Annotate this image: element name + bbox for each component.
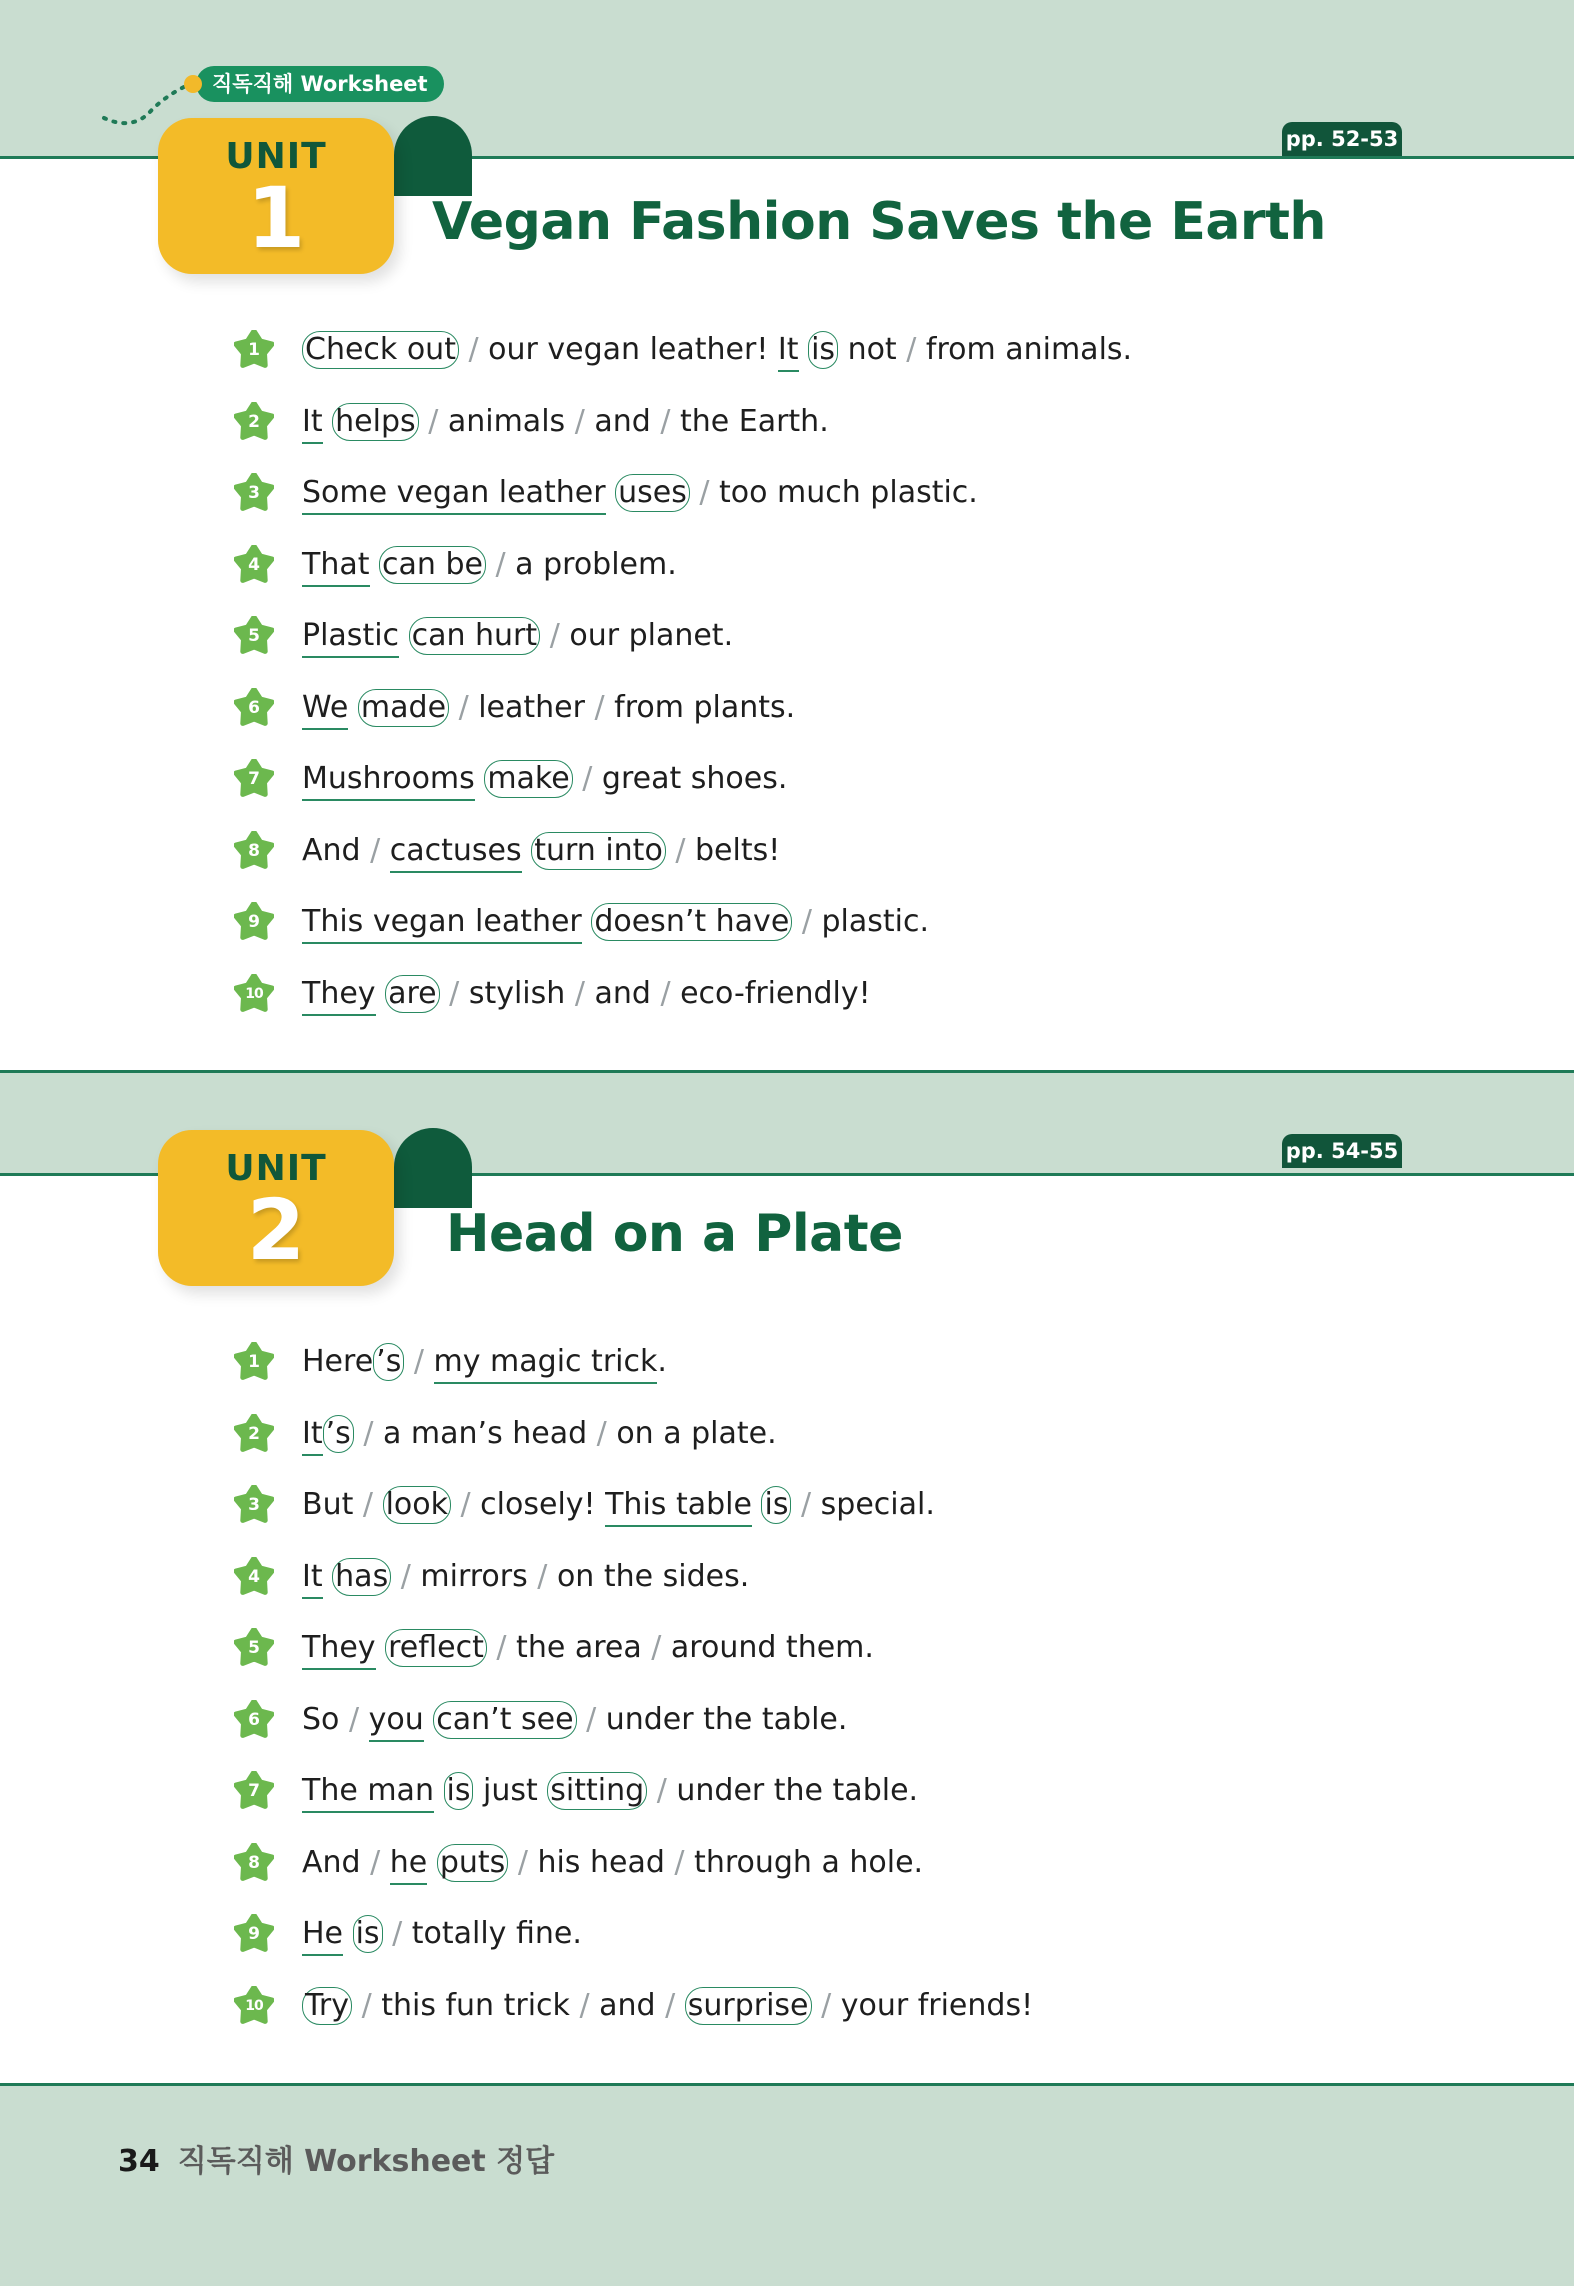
worksheet-tag-dot-icon [184, 75, 202, 93]
sentence-fragment [752, 1487, 762, 1522]
number-star-icon [234, 1414, 274, 1454]
verb-circle: surprise [685, 1987, 812, 2025]
sentence-fragment [370, 547, 380, 582]
sentence-fragment: stylish [459, 975, 575, 1011]
sentence-item [234, 898, 1434, 954]
subject-underline: It [302, 1557, 323, 1599]
sentence-text [302, 1982, 1033, 2030]
number-star-icon [234, 831, 274, 871]
sentence-fragment: your friends! [831, 1987, 1034, 2023]
sentence-text [302, 1696, 847, 1744]
chunk-slash: / [460, 1487, 471, 1522]
verb-circle: made [358, 689, 449, 727]
sentence-fragment [577, 1702, 587, 1737]
chunk-slash: / [801, 1487, 812, 1522]
chunk-slash: / [656, 1773, 667, 1808]
verb-circle: sitting [547, 1772, 647, 1810]
sentence-item [234, 398, 1434, 454]
sentence-fragment: on a plate. [606, 1415, 777, 1451]
sentence-fragment: on the sides. [547, 1558, 750, 1594]
verb-circle: reflect [385, 1629, 487, 1667]
subject-underline: cactuses [390, 831, 522, 873]
sentence-fragment: and [584, 975, 661, 1011]
sentence-fragment [391, 1559, 401, 1594]
number-star-icon [234, 1485, 274, 1525]
sentence-fragment [373, 1487, 383, 1522]
sentence-number: 9 [248, 1924, 260, 1944]
chunk-slash: / [392, 1916, 403, 1951]
sentence-fragment: and [589, 1987, 666, 2023]
sentence-number: 8 [248, 1852, 260, 1873]
sentence-text [302, 827, 780, 875]
chunk-slash: / [495, 546, 506, 582]
number-star-icon [234, 1843, 274, 1883]
sentence-number: 2 [248, 411, 260, 432]
sentence-text [302, 1481, 935, 1529]
sentence-fragment [791, 1487, 801, 1522]
sentence-item [234, 326, 1434, 382]
sentence-fragment: totally fine. [402, 1916, 582, 1951]
sentence-number: 10 [245, 1997, 263, 2014]
subject-underline: It [302, 1414, 323, 1456]
sentence-fragment: Here [302, 1344, 374, 1379]
unit-tab-decoration [394, 1128, 472, 1208]
verb-circle: Check out [302, 331, 459, 369]
sentence-fragment [427, 1845, 437, 1880]
sentence-fragment [675, 1988, 685, 2023]
verb-circle: turn into [531, 832, 666, 870]
sentence-text [302, 1839, 923, 1887]
sentence-number: 5 [248, 1638, 260, 1658]
sentence-fragment: leather [468, 689, 595, 725]
sentence-item [234, 1696, 1434, 1752]
sentence-fragment [323, 404, 333, 439]
number-star-icon [234, 902, 274, 942]
verb-circle: helps [332, 403, 418, 441]
sentence-fragment [812, 1988, 822, 2023]
sentence-fragment [508, 1845, 518, 1880]
sentence-item [234, 1982, 1434, 2038]
sentence-number: 6 [248, 1709, 260, 1730]
chunk-slash: / [665, 1987, 676, 2023]
unit-tab-decoration [394, 116, 472, 196]
number-star-icon [234, 545, 274, 585]
sentence-fragment: mirrors [410, 1558, 538, 1594]
verb-circle: uses [615, 474, 690, 512]
sentence-fragment [323, 1559, 333, 1594]
verb-circle: is [808, 331, 838, 369]
sentence-item [234, 612, 1434, 668]
sentence-fragment [459, 332, 469, 367]
chunk-slash: / [574, 975, 585, 1011]
page-reference-badge: pp. 52-53 [1282, 122, 1402, 156]
worksheet-tag: 직독직해 Worksheet [196, 66, 444, 102]
sentence-number: 2 [248, 1423, 260, 1444]
chunk-slash: / [348, 1701, 360, 1737]
sentence-fragment [792, 904, 802, 939]
number-star-icon [234, 974, 274, 1014]
sentence-fragment [666, 833, 676, 868]
sentence-number: 7 [248, 769, 260, 789]
verb-circle: doesn’t have [591, 903, 792, 941]
sentence-item [234, 1481, 1434, 1537]
sentence-fragment [582, 904, 592, 939]
sentence-item [234, 1839, 1434, 1895]
unit-number: 2 [246, 1181, 306, 1279]
chunk-slash: / [674, 1844, 685, 1880]
unit-label: UNIT [225, 136, 327, 177]
sentence-fragment [348, 690, 358, 725]
unit-badge [158, 118, 394, 274]
verb-circle: can be [379, 546, 486, 584]
chunk-slash: / [549, 618, 560, 653]
sentence-fragment: our planet. [559, 618, 734, 653]
chunk-slash: / [906, 332, 917, 367]
sentence-number: 4 [248, 1566, 260, 1587]
sentence-item [234, 970, 1434, 1026]
sentence-text [302, 541, 677, 589]
sentence-text [302, 1410, 777, 1458]
sentence-fragment [376, 976, 386, 1011]
sentence-text [302, 1767, 918, 1815]
sentence-fragment: plastic. [811, 904, 929, 939]
chunk-slash: / [537, 1558, 548, 1594]
sentence-text [302, 898, 929, 946]
sentence-item [234, 1624, 1434, 1680]
sentence-fragment [359, 1702, 369, 1737]
verb-circle: can’t see [433, 1701, 576, 1739]
subject-underline: It [302, 402, 323, 444]
sentence-fragment: under the table. [596, 1701, 848, 1737]
sentence-fragment: the Earth. [670, 403, 829, 439]
verb-circle: has [332, 1558, 391, 1596]
sentence-fragment [475, 761, 485, 796]
subject-underline: This vegan leather [302, 902, 582, 944]
subject-underline: He [302, 1914, 343, 1956]
subject-underline: he [390, 1843, 427, 1885]
sentence-number: 4 [248, 554, 260, 575]
sentence-fragment: this fun trick [371, 1987, 580, 2023]
unit-title: Head on a Plate [446, 1204, 903, 1264]
sentence-number: 1 [248, 1352, 260, 1372]
subject-underline: Some vegan leather [302, 473, 606, 515]
sentence-number: 5 [248, 626, 260, 646]
footer-title: 직독직해 Worksheet 정답 [177, 2144, 555, 2179]
sentence-number: 3 [248, 483, 260, 503]
chunk-slash: / [468, 332, 479, 367]
number-star-icon [234, 1914, 274, 1954]
number-star-icon [234, 1342, 274, 1382]
sentence-fragment [606, 475, 616, 510]
chunk-slash: / [821, 1987, 832, 2023]
verb-circle: Try [302, 1987, 352, 2025]
chunk-slash: / [361, 1987, 372, 2023]
sentence-number: 9 [248, 912, 260, 932]
number-star-icon [234, 1628, 274, 1668]
sentence-item [234, 827, 1434, 883]
sentence-fragment [380, 1845, 390, 1880]
chunk-slash: / [574, 403, 585, 439]
sentence-fragment: eco-friendly! [670, 975, 871, 1011]
subject-underline: They [302, 1628, 376, 1670]
sentence-fragment [573, 761, 583, 796]
sentence-text [302, 1910, 582, 1958]
unit-label: UNIT [225, 1148, 327, 1189]
page-reference-badge: pp. 54-55 [1282, 1134, 1402, 1168]
sentence-fragment: . [657, 1344, 667, 1379]
chunk-slash: / [370, 1844, 381, 1880]
chunk-slash: / [801, 904, 812, 939]
sentence-item [234, 1767, 1434, 1823]
number-star-icon [234, 330, 274, 370]
chunk-slash: / [363, 1415, 374, 1451]
sentence-fragment [486, 547, 496, 582]
chunk-slash: / [675, 832, 686, 868]
sentence-fragment [354, 1416, 364, 1451]
sentence-fragment [376, 1630, 386, 1665]
sentence-text [302, 1338, 667, 1386]
verb-circle: look [383, 1486, 451, 1524]
chunk-slash: / [496, 1630, 507, 1665]
sentence-fragment: a problem. [505, 546, 677, 582]
verb-circle: ’s [373, 1343, 404, 1381]
subject-underline: That [302, 545, 370, 587]
number-star-icon [234, 1771, 274, 1811]
subject-underline: Plastic [302, 616, 399, 658]
number-star-icon [234, 402, 274, 442]
chunk-slash: / [594, 689, 605, 725]
unit-number: 1 [246, 169, 306, 267]
sentence-fragment [540, 618, 550, 653]
subject-underline: We [302, 688, 348, 730]
number-star-icon [234, 473, 274, 513]
sentence-number: 8 [248, 840, 260, 861]
sentence-fragment [434, 1773, 444, 1808]
verb-circle: ’s [323, 1415, 354, 1453]
sentence-fragment: from animals. [916, 332, 1133, 367]
number-star-icon [234, 688, 274, 728]
subject-underline: you [369, 1700, 424, 1742]
unit-title: Vegan Fashion Saves the Earth [432, 192, 1326, 252]
subject-underline: my magic trick [434, 1342, 658, 1384]
sentence-fragment: not [838, 332, 907, 367]
number-star-icon [234, 616, 274, 656]
page-footer [118, 2136, 554, 2180]
subject-underline: This table [605, 1485, 752, 1527]
sentence-fragment [647, 1773, 657, 1808]
sentence-text [302, 398, 829, 446]
chunk-slash: / [458, 689, 469, 725]
chunk-slash: / [660, 403, 671, 439]
number-star-icon [234, 1986, 274, 2026]
sentence-fragment: And [302, 1844, 371, 1880]
sentence-fragment [440, 976, 450, 1011]
sentence-fragment: But [302, 1487, 363, 1522]
sentence-fragment: through a hole. [684, 1844, 924, 1880]
sentence-item [234, 1910, 1434, 1966]
verb-circle: are [385, 975, 440, 1013]
sentence-number: 6 [248, 697, 260, 718]
chunk-slash: / [579, 1987, 590, 2023]
sentence-fragment: under the table. [666, 1773, 919, 1808]
verb-circle: can hurt [409, 617, 541, 655]
sentence-item [234, 541, 1434, 597]
sentence-fragment [522, 833, 532, 868]
chunk-slash: / [586, 1701, 597, 1737]
sentence-text [302, 1624, 874, 1672]
sentence-fragment: just [473, 1773, 548, 1808]
sentence-fragment: special. [811, 1487, 935, 1522]
verb-circle: make [484, 760, 572, 798]
sentence-fragment: belts! [685, 832, 781, 868]
sentence-fragment [380, 833, 390, 868]
sentence-fragment: a man’s head [373, 1415, 597, 1451]
chunk-slash: / [699, 475, 710, 510]
sentence-text [302, 612, 733, 660]
chunk-slash: / [370, 832, 381, 868]
sentence-fragment [449, 690, 459, 725]
sentence-fragment [690, 475, 700, 510]
sentence-item [234, 469, 1434, 525]
sentence-text [302, 684, 795, 732]
sentence-fragment [487, 1630, 497, 1665]
sentence-fragment: around them. [661, 1630, 874, 1665]
sentence-fragment: animals [438, 403, 575, 439]
sentence-fragment [352, 1988, 362, 2023]
page-number: 34 [118, 2144, 160, 2179]
chunk-slash: / [400, 1558, 411, 1594]
sentence-fragment [383, 1916, 393, 1951]
sentence-number: 7 [248, 1781, 260, 1801]
chunk-slash: / [362, 1487, 374, 1522]
sentence-fragment: our vegan leather! [478, 332, 778, 367]
chunk-slash: / [651, 1630, 662, 1665]
chunk-slash: / [660, 975, 671, 1011]
verb-circle: is [761, 1486, 791, 1524]
chunk-slash: / [517, 1844, 528, 1880]
number-star-icon [234, 1557, 274, 1597]
sentence-number: 3 [248, 1495, 260, 1515]
sentence-text [302, 469, 978, 517]
chunk-slash: / [428, 403, 439, 439]
sentence-fragment [343, 1916, 353, 1951]
sentence-fragment [419, 404, 429, 439]
sentence-fragment: And [302, 832, 371, 868]
unit-badge [158, 1130, 394, 1286]
sentence-fragment [399, 618, 409, 653]
sentence-text [302, 1553, 749, 1601]
subject-underline: It [778, 330, 799, 372]
footer-band [0, 2083, 1574, 2286]
number-star-icon [234, 1700, 274, 1740]
sentence-fragment: and [584, 403, 661, 439]
sentence-item [234, 684, 1434, 740]
sentence-fragment: too much plastic. [709, 475, 978, 510]
sentence-fragment [799, 332, 809, 367]
subject-underline: They [302, 974, 376, 1016]
sentence-text [302, 326, 1132, 374]
number-star-icon [234, 759, 274, 799]
verb-circle: is [353, 1915, 383, 1953]
verb-circle: puts [437, 1844, 508, 1882]
chunk-slash: / [449, 975, 460, 1011]
sentence-fragment: great shoes. [592, 761, 788, 796]
chunk-slash: / [413, 1344, 424, 1379]
sentence-fragment [424, 1702, 434, 1737]
sentence-number: 10 [245, 985, 263, 1002]
chunk-slash: / [596, 1415, 607, 1451]
chunk-slash: / [582, 761, 593, 796]
sentence-fragment: the area [506, 1630, 652, 1665]
sentence-fragment [424, 1344, 434, 1379]
sentence-item [234, 755, 1434, 811]
sentence-fragment [404, 1344, 414, 1379]
subject-underline: Mushrooms [302, 759, 475, 801]
sentence-text [302, 970, 871, 1018]
sentence-number: 1 [248, 340, 260, 360]
sentence-item [234, 1553, 1434, 1609]
subject-underline: The man [302, 1771, 434, 1813]
sentence-fragment: his head [527, 1844, 675, 1880]
sentence-fragment: So [302, 1701, 349, 1737]
sentence-fragment: closely! [470, 1487, 606, 1522]
sentence-item [234, 1410, 1434, 1466]
sentence-fragment: from plants. [604, 689, 796, 725]
sentence-item [234, 1338, 1434, 1394]
sentence-fragment [451, 1487, 461, 1522]
sentence-text [302, 755, 787, 803]
verb-circle: is [444, 1772, 474, 1810]
